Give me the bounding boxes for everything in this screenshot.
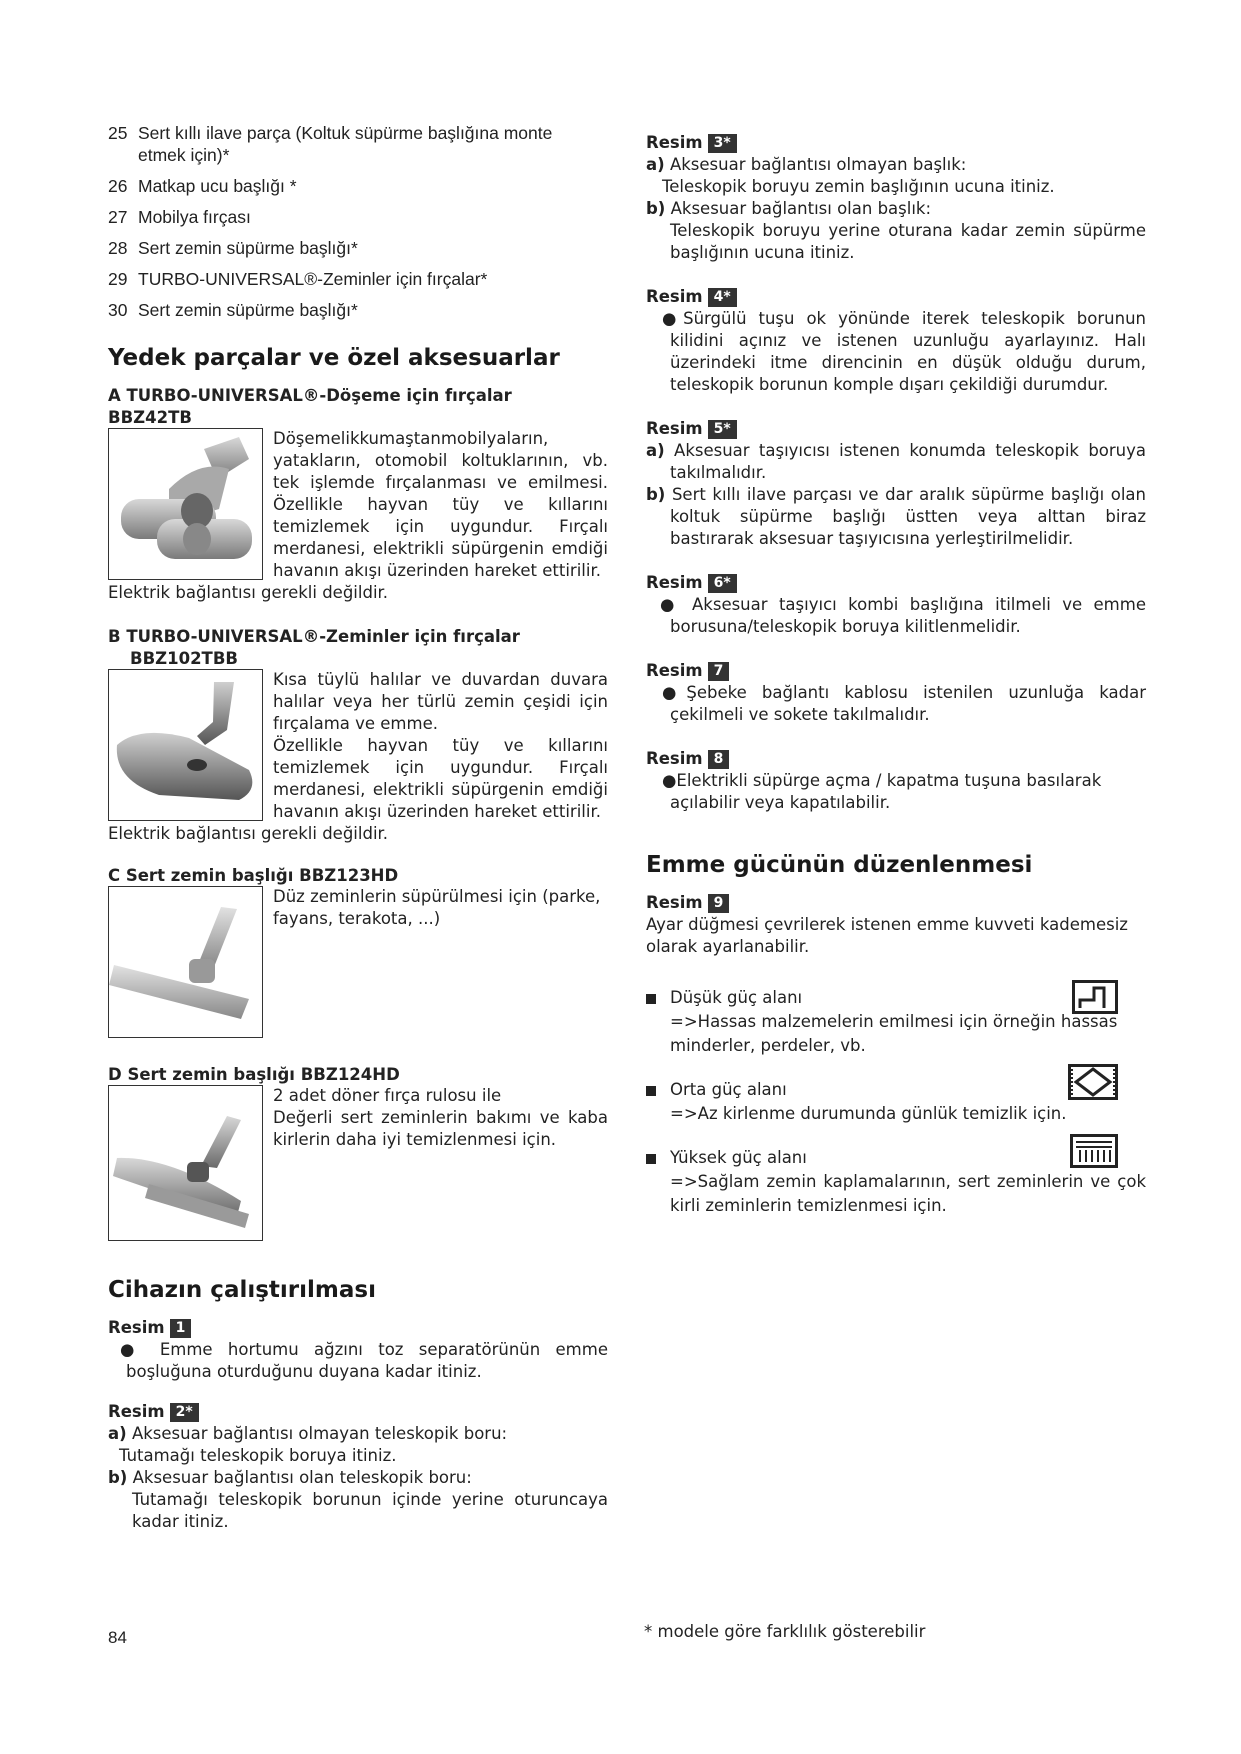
resim-4-text: Sürgülü tuşu ok yönünde iterek teleskopik borunun kilidini açınız ve istenen uzunluğu ayarlayınız. Halı üzerindeki itme direncinin en düşük olduğu durum, teleskopik borunun komple dışarı çekildiği durumdur. (670, 309, 1146, 394)
accessory-b-note: Elektrik bağlantısı gerekli değildir. (108, 824, 389, 843)
upholstery-brush-image (108, 428, 263, 580)
medium-power-icon (1068, 1064, 1118, 1100)
resim-6-text: Aksesuar taşıyıcı kombi başlığına itilmeli ve emme borusuna/teleskopik boruya kilitlenmelidir. (670, 595, 1146, 636)
bullet-square-icon (646, 994, 656, 1004)
accessory-b-title: B TURBO-UNIVERSAL®-Zeminler için fırçalar (108, 627, 520, 646)
resim-3: Resim 3* a) Aksesuar bağlantısı olmayan başlık: Teleskopik boruyu zemin başlığının ucuna itiniz. b) Aksesuar bağlantısı olan başlık: Teleskopik boruyu yerine oturana kadar zemin süpürme başlığının ucuna itiniz. (646, 133, 1146, 262)
list-item: 25 Sert kıllı ilave parça (Koltuk süpürme başlığına monte etmek için)* (108, 123, 553, 165)
floor-turbo-brush-icon (109, 670, 261, 820)
figure-badge: 3* (708, 134, 737, 153)
bullet-square-icon (646, 1086, 656, 1096)
hard-floor-nozzle-icon (109, 887, 261, 1037)
accessory-a-note: Elektrik bağlantısı gerekli değildir. (108, 583, 389, 602)
floor-turbo-brush-image (108, 669, 263, 821)
figure-badge: 5* (708, 420, 737, 439)
list-item: 26 Matkap ucu başlığı * (108, 176, 297, 196)
power-level-medium: Orta güç alanı =>Az kirlenme durumunda günlük temizlik için. (646, 1078, 1146, 1126)
resim-1: Resim 1 ● Emme hortumu ağzını toz separatörünün emme boşluğuna oturduğunu duyana kadar itiniz. (108, 1318, 608, 1381)
hard-floor-nozzle-image (108, 886, 263, 1038)
accessory-c (108, 865, 608, 1038)
figure-badge: 7 (708, 662, 730, 681)
hard-floor-roller-nozzle-image (108, 1085, 263, 1241)
list-item: 30 Sert zemin süpürme başlığı* (108, 300, 358, 320)
resim-1-text: Emme hortumu ağzını toz separatörünün emme boşluğuna oturduğunu duyana kadar itiniz. (126, 1340, 608, 1381)
resim-4: Resim 4* ●Sürgülü tuşu ok yönünde iterek teleskopik borunun kilidini açınız ve istenen uzunluğu ayarlayınız. Halı üzerindeki itme direncinin en düşük olduğu durum, teleskopik borunun komple dışarı çekildiği durumdur. (646, 287, 1146, 394)
spare-parts-heading: Yedek parçalar ve özel aksesuarlar (108, 345, 560, 371)
upholstery-brush-icon (109, 429, 261, 579)
resim-6: Resim 6* ● Aksesuar taşıyıcı kombi başlığına itilmeli ve emme borusuna/teleskopik boruya kilitlenmelidir. (646, 573, 1146, 636)
accessory-d (108, 1064, 608, 1241)
right-column (646, 132, 1146, 1218)
resim-7: Resim 7 ●Şebeke bağlantı kablosu istenilen uzunluğa kadar çekilmeli ve sokete takılmalıdır. (646, 661, 1146, 724)
list-item: 27 Mobilya fırçası (108, 207, 251, 227)
resim-8: Resim 8 ●Elektrikli süpürge açma / kapatma tuşuna basılarak açılabilir veya kapatılabilir. (646, 749, 1102, 812)
accessory-b-description: Kısa tüylü halılar ve duvardan duvara halılar veya her türlü zemin çeşidi için fırçalama ve emme. (273, 670, 608, 733)
hard-floor-roller-nozzle-icon (109, 1086, 261, 1240)
resim-8-text: Elektrikli süpürge açma / kapatma tuşuna basılarak açılabilir veya kapatılabilir. (670, 771, 1102, 812)
high-power-icon (1070, 1134, 1118, 1168)
figure-badge: 4* (708, 288, 737, 307)
page-number: 84 (108, 1628, 127, 1647)
figure-badge: 6* (708, 574, 737, 593)
accessory-d-description: 2 adet döner fırça rulosu ile (273, 1086, 502, 1105)
accessory-a-title: A TURBO-UNIVERSAL®-Döşeme için fırçalar (108, 386, 512, 405)
resim-9: Resim 9 Ayar düğmesi çevrilerek istenen emme kuvveti kademesiz olarak ayarlanabilir. (646, 892, 1146, 958)
figure-badge: 1 (170, 1319, 192, 1338)
accessory-a-description: Döşemelikkumaştanmobilyaların, yatakların, otomobil koltuklarının, vb. tek işlemde fırçalanması ve emilmesi. Özellikle hayvan tüy ve kıllarını temizlemek için uygundur. Fırçalı merdanesi, elektrikli süpürgenin emdiği havanın akışı üzerinden hareket ettirilir. (273, 429, 608, 580)
accessory-a (108, 385, 608, 604)
resim-9-text: Ayar düğmesi çevrilerek istenen emme kuvveti kademesiz olarak ayarlanabilir. (646, 915, 1128, 956)
accessory-c-title: C Sert zemin başlığı BBZ123HD (108, 866, 399, 885)
accessory-d-title: D Sert zemin başlığı BBZ124HD (108, 1065, 400, 1084)
power-level-low: Düşük güç alanı =>Hassas malzemelerin emilmesi için örneğin hassas minderler, perdeler, vb. (646, 986, 1146, 1058)
accessory-b-description-2: Özellikle hayvan tüy ve kıllarını temizlemek için uygundur. Fırçalı merdanesi, elektrikli süpürgenin emdiği havanın akışı üzerinden hareket ettirilir. (273, 736, 608, 821)
figure-badge: 2* (170, 1403, 199, 1422)
accessory-b (108, 626, 608, 845)
footnote: * modele göre farklılık gösterebilir (644, 1622, 926, 1641)
figure-badge: 8 (708, 750, 730, 769)
resim-2: Resim 2* a) Aksesuar bağlantısı olmayan teleskopik boru: Tutamağı teleskopik boruya itiniz. b) Aksesuar bağlantısı olan teleskopik boru: Tutamağı teleskopik borunun içinde yerine oturuncaya kadar itiniz. (108, 1402, 608, 1531)
bullet-square-icon (646, 1154, 656, 1164)
operation-heading: Cihazın çalıştırılması (108, 1277, 376, 1303)
accessory-d-description-2: Değerli sert zeminlerin bakımı ve kaba kirlerin daha iyi temizlenmesi için. (273, 1108, 608, 1149)
suction-heading: Emme gücünün düzenlenmesi (646, 852, 1033, 878)
list-item: 29 TURBO-UNIVERSAL®-Zeminler için fırçalar* (108, 269, 488, 289)
accessory-b-code: BBZ102TBB (130, 649, 238, 668)
left-column (108, 122, 608, 1533)
low-power-icon (1072, 980, 1118, 1014)
parts-list (108, 122, 608, 321)
resim-7-text: Şebeke bağlantı kablosu istenilen uzunluğa kadar çekilmeli ve sokete takılmalıdır. (670, 683, 1146, 724)
accessory-c-description: Düz zeminlerin süpürülmesi için (parke, fayans, terakota, ...) (273, 887, 601, 928)
list-item: 28 Sert zemin süpürme başlığı* (108, 238, 358, 258)
resim-5: Resim 5* a) Aksesuar taşıyıcısı istenen konumda teleskopik boruya takılmalıdır. b) Sert kıllı ilave parçası ve dar aralık süpürme başlığı olan koltuk süpürme başlığı üstten veya alttan biraz bastırarak aksesuar taşıyıcısına yerleştirilmelidir. (646, 419, 1147, 548)
power-level-high: Yüksek güç alanı =>Sağlam zemin kaplamalarının, sert zeminlerin ve çok kirli zeminlerin temizlenmesi için. (646, 1146, 1146, 1218)
figure-badge: 9 (708, 894, 730, 913)
accessory-a-code: BBZ42TB (108, 408, 192, 427)
